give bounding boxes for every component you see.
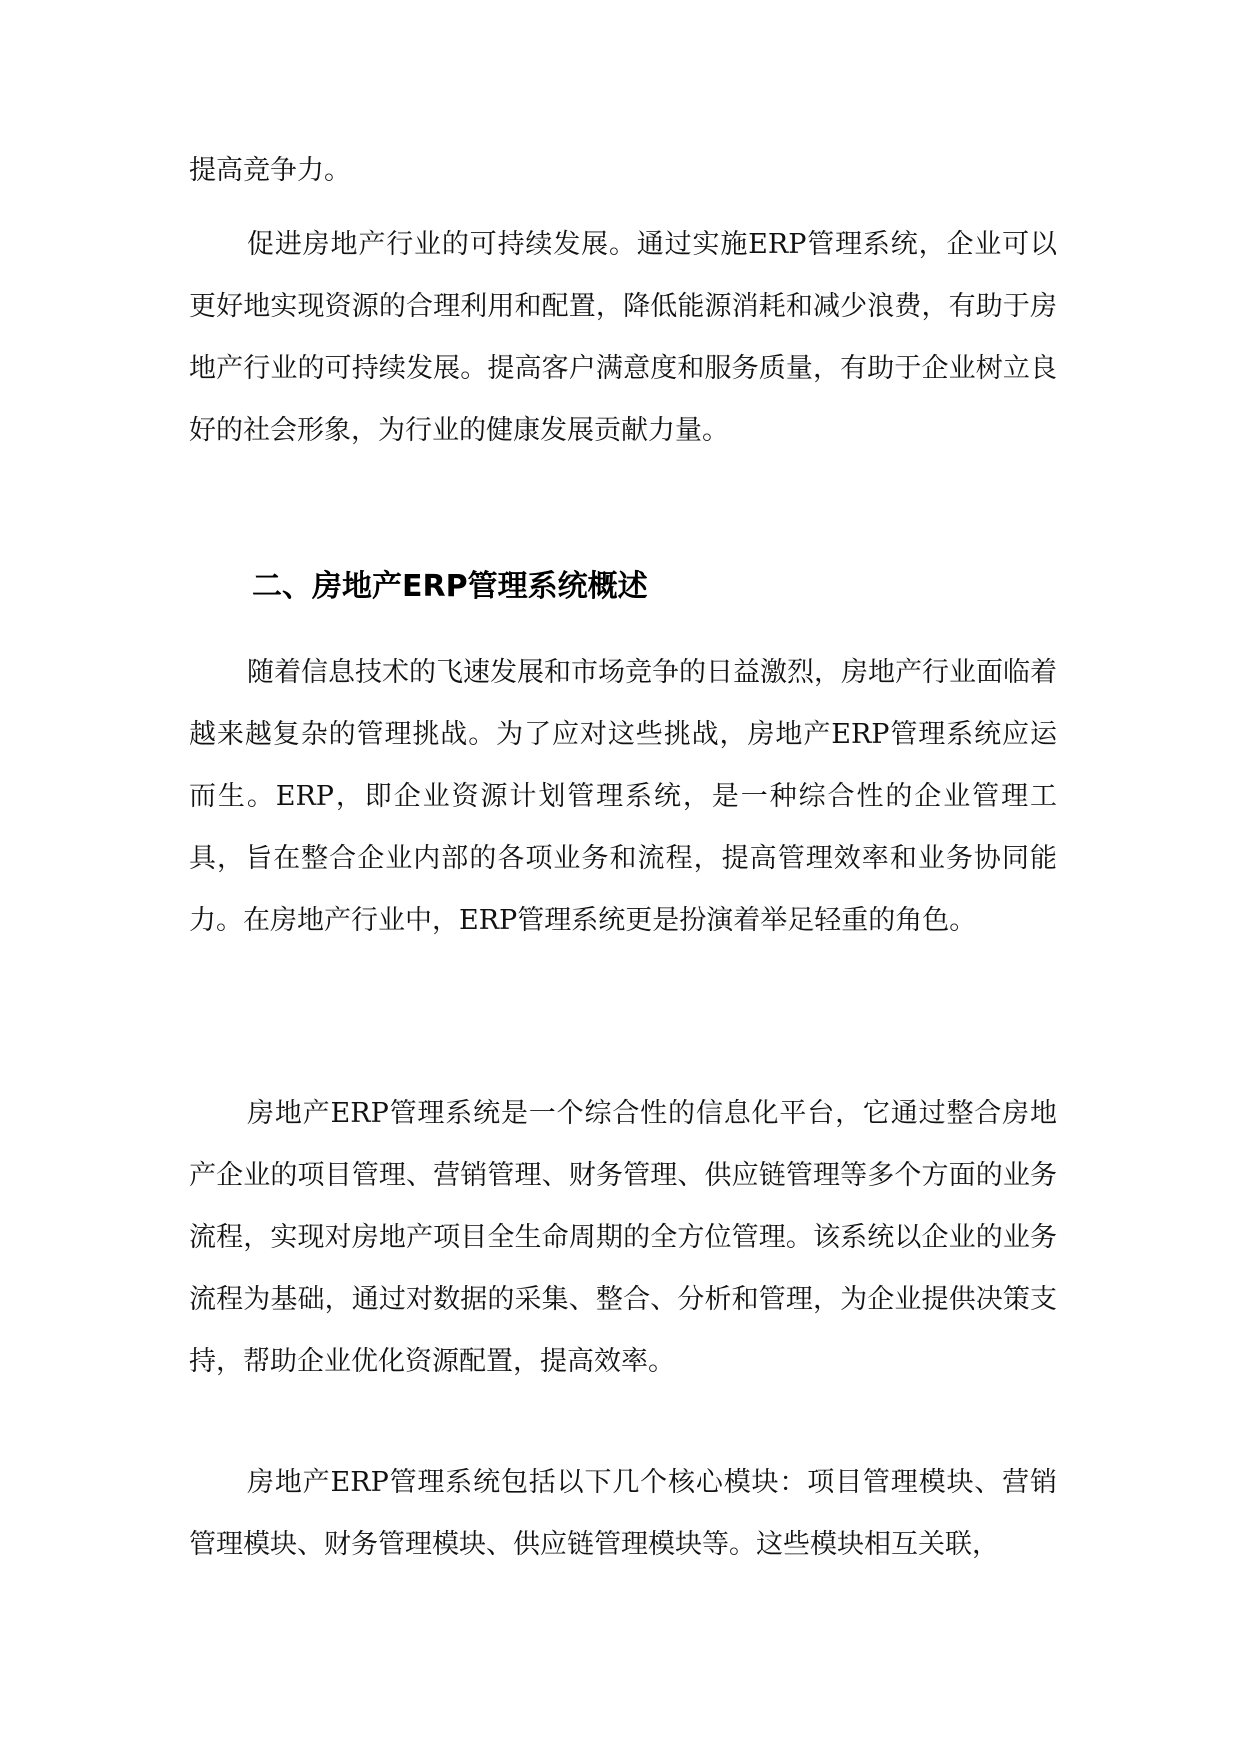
continuation-text: 提高竞争力。 xyxy=(189,155,351,186)
section-heading: 二、房地产ERP管理系统概述 xyxy=(252,569,648,604)
paragraph-erp-modules: 房地产ERP管理系统包括以下几个核心模块：项目管理模块、营销管理模块、财务管理模块、供应链管理模块等。这些模块相互关联， xyxy=(189,1467,1057,1560)
paragraph-erp-platform: 房地产ERP管理系统是一个综合性的信息化平台，它通过整合房地产企业的项目管理、营销管理、财务管理、供应链管理等多个方面的业务流程，实现对房地产项目全生命周期的全方位管理。该系统以企业的业务流程为基础，通过对数据的采集、整合、分析和管理，为企业提供决策支持，帮助企业优化资源配置，提高效率。 xyxy=(189,1098,1057,1377)
paragraph-sustainable-development: 促进房地产行业的可持续发展。通过实施ERP管理系统，企业可以更好地实现资源的合理利用和配置，降低能源消耗和减少浪费，有助于房地产行业的可持续发展。提高客户满意度和服务质量，有助于企业树立良好的社会形象，为行业的健康发展贡献力量。 xyxy=(189,229,1057,446)
paragraph-erp-background: 随着信息技术的飞速发展和市场竞争的日益激烈，房地产行业面临着越来越复杂的管理挑战。为了应对这些挑战，房地产ERP管理系统应运而生。ERP，即企业资源计划管理系统，是一种综合性的企业管理工具，旨在整合企业内部的各项业务和流程，提高管理效率和业务协同能力。在房地产行业中，ERP管理系统更是扮演着举足轻重的角色。 xyxy=(189,657,1057,936)
